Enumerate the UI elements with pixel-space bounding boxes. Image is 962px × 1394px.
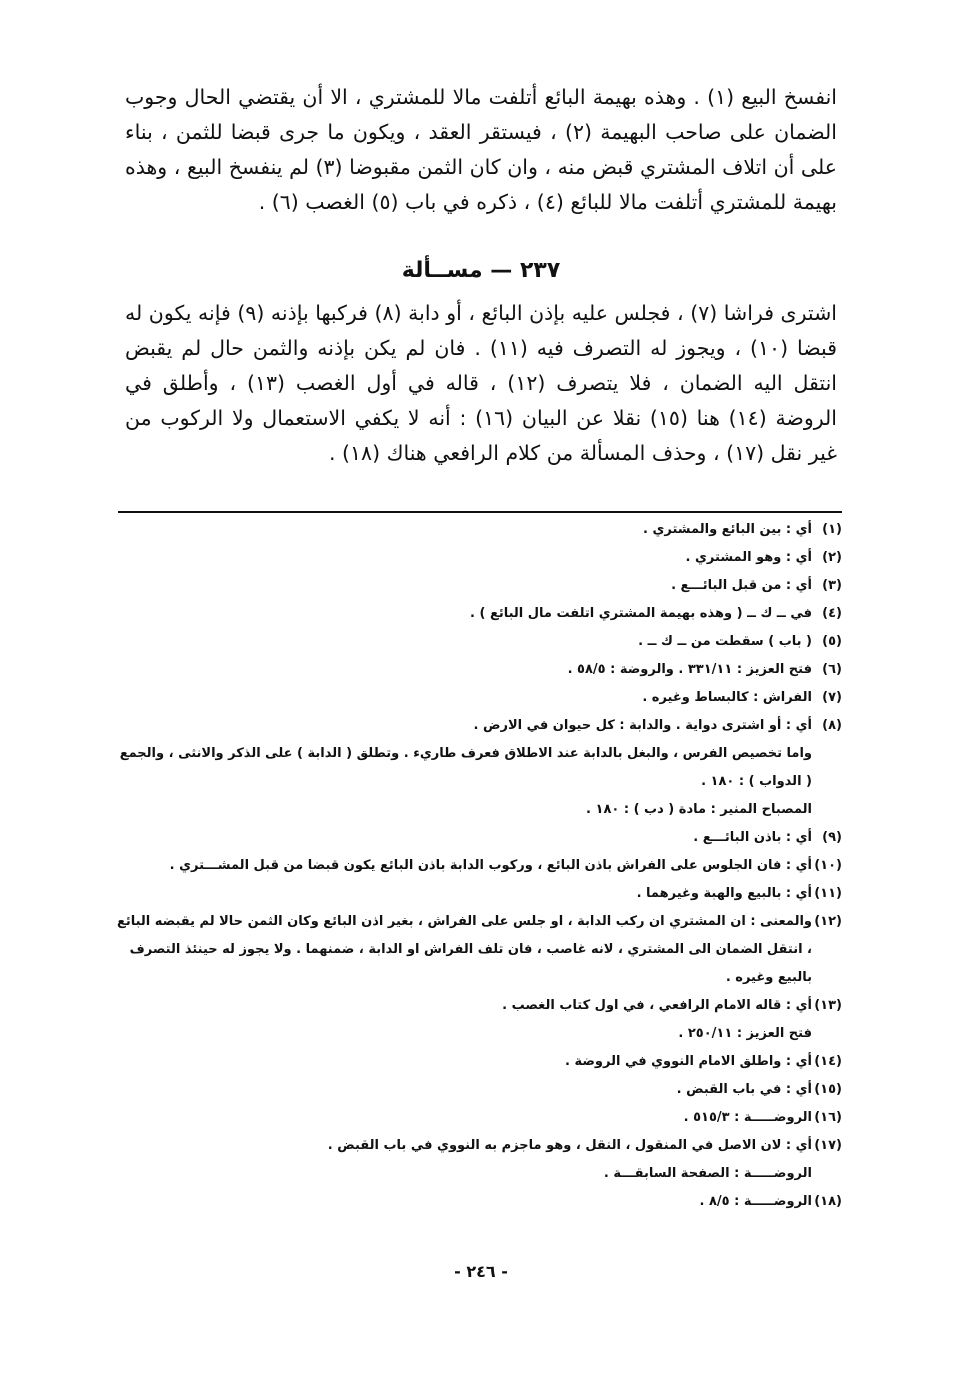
footnote-text: أي : واطلق الامام النووي في الروضة . (565, 1054, 812, 1069)
footnote-continuation: المصباح المنير : مادة ( دب ) : ١٨٠ . (586, 802, 812, 817)
footnote-item (112, 908, 842, 992)
footnote-item (112, 712, 842, 740)
footnote-text: أي : بين البائع والمشتري . (643, 522, 812, 537)
footnote-item (112, 628, 842, 656)
footnote-item (112, 1076, 842, 1104)
issue-heading: ٢٣٧ — مســألة (401, 258, 561, 283)
footnote-number: (٧) (822, 690, 842, 705)
footnote-text: أي : بالبيع والهبة وغيرهما . (636, 886, 812, 901)
footnote-number: (١٤) (814, 1054, 842, 1069)
footnote-text: ( باب ) سقطت من ــ ك ــ . (638, 634, 812, 649)
footnote-item (112, 600, 842, 628)
footnote-text: أي : في باب القبض . (676, 1082, 812, 1097)
footnote-number: (١٧) (814, 1138, 842, 1153)
footnote-continuation: فتح العزيز : ٢٥٠/١١ . (678, 1026, 812, 1041)
footnote-separator (118, 511, 842, 513)
footnote-text: أي : فان الجلوس على الفراش باذن البائع ، وركوب الدابة باذن البائع يكون قبضا من قبل المشـــتري . (169, 858, 812, 873)
footnote-number: (٢) (822, 550, 842, 565)
footnote-item (112, 656, 842, 684)
footnote-item (112, 824, 842, 852)
footnote-text: في ــ ك ــ ( وهذه بهيمة المشتري اتلفت مال البائع ) . (470, 606, 812, 621)
footnote-text: أي : قاله الامام الرافعي ، في اول كتاب الغصب . (502, 998, 812, 1013)
footnote-text: أي : أو اشترى دواية . والدابة : كل حيوان في الارض . (473, 718, 812, 733)
footnote-number: (٦) (822, 662, 842, 677)
footnote-item (112, 572, 842, 600)
footnote-item (112, 544, 842, 572)
footnote-number: (١٨) (814, 1194, 842, 1209)
footnote-item (112, 1104, 842, 1132)
footnote-item (112, 852, 842, 880)
footnote-number: (٥) (822, 634, 842, 649)
footnote-number: (١٦) (814, 1110, 842, 1125)
footnote-number: (٣) (822, 578, 842, 593)
footnote-number: (١) (822, 522, 842, 537)
footnote-number: (١٥) (814, 1082, 842, 1097)
footnote-number: (١٢) (814, 914, 842, 929)
footnote-item (112, 880, 842, 908)
footnote-text: الروضـــــة : ٨/٥ . (699, 1194, 812, 1209)
footnote-continuation: الروضـــــة : الصفحة السابقـــة . (603, 1166, 812, 1181)
footnote-number: (٩) (822, 830, 842, 845)
footnote-item (112, 684, 842, 712)
footnote-item (112, 992, 842, 1020)
footnotes-list (112, 516, 842, 1216)
footnote-number: (١٣) (814, 998, 842, 1013)
footnote-number: (١١) (814, 886, 842, 901)
footnote-text: أي : من قبل البائـــع . (671, 578, 812, 593)
footnote-continuation: واما تخصيص الفرس ، والبغل بالدابة عند الاطلاق فعرف طاريء . وتطلق ( الدابة ) على الذكر والانثى ، والجمع ( الدواب ) : ١٨٠ . (119, 746, 812, 789)
footnote-text: والمعنى : ان المشتري ان ركب الدابة ، او جلس على الفراش ، بغير اذن البائع وكان الثمن حالا لم يقبضه البائع ، انتقل الضمان الى المشتري ، لانه غاصب ، فان تلف الفراش او الدابة ، ضمنهما . ولا يجوز له حينئذ التصرف بالبيع وغيره . (116, 914, 812, 985)
footnote-text: أي : لان الاصل في المنقول ، النقل ، وهو ماجزم به النووي في باب القبض . (327, 1138, 812, 1153)
footnote-text: فتح العزيز : ٣٣١/١١ . والروضة : ٥٨/٥ . (567, 662, 812, 677)
footnote-text: أي : باذن البائـــع . (693, 830, 812, 845)
footnote-text: أي : وهو المشتري . (685, 550, 812, 565)
footnote-number: (٤) (822, 606, 842, 621)
footnote-item (112, 516, 842, 544)
footnote-text: الفراش : كالبساط وغيره . (642, 690, 812, 705)
page-number: - ٢٤٦ - (454, 1262, 508, 1281)
issue-text (125, 296, 837, 471)
footnote-number: (٨) (822, 718, 842, 733)
footnote-item (112, 1132, 842, 1160)
intro-paragraph: انفسخ البيع (١) . وهذه بهيمة البائع أتلفت مالا للمشتري ، الا أن يقتضي الحال وجوب الضمان على صاحب البهيمة (٢) ، فيستقر العقد ، ويكون ما جرى قبضا للثمن ، بناء على أن اتلاف المشتري قبض منه ، وان كان الثمن مقبوضا (٣) لم ينفسخ البيع ، وهذه بهيمة للمشتري أتلفت مالا للبائع (٤) ، ذكره في باب (٥) الغصب (٦) . (125, 85, 837, 214)
footnote-item (112, 1188, 842, 1216)
issue-paragraph: اشترى فراشا (٧) ، فجلس عليه بإذن البائع ، أو دابة (٨) فركبها بإذنه (٩) فإنه يكون له قبضا (١٠) ، ويجوز له التصرف فيه (١١) . فان لم يكن بإذنه والثمن حال لم يقبض انتقل اليه الضمان ، فلا يتصرف (١٢) ، قاله في أول الغصب (١٣) ، وأطلق في الروضة (١٤) هنا (١٥) نقلا عن البيان (١٦) : أنه لا يكفي الاستعمال ولا الركوب من غير نقل (١٧) ، وحذف المسألة من كلام الرافعي هناك (١٨) . (125, 301, 838, 465)
main-text (125, 80, 837, 220)
footnote-item (112, 1048, 842, 1076)
footnote-text: الروضـــــة : ٥١٥/٣ . (683, 1110, 812, 1125)
footnote-number: (١٠) (814, 858, 842, 873)
